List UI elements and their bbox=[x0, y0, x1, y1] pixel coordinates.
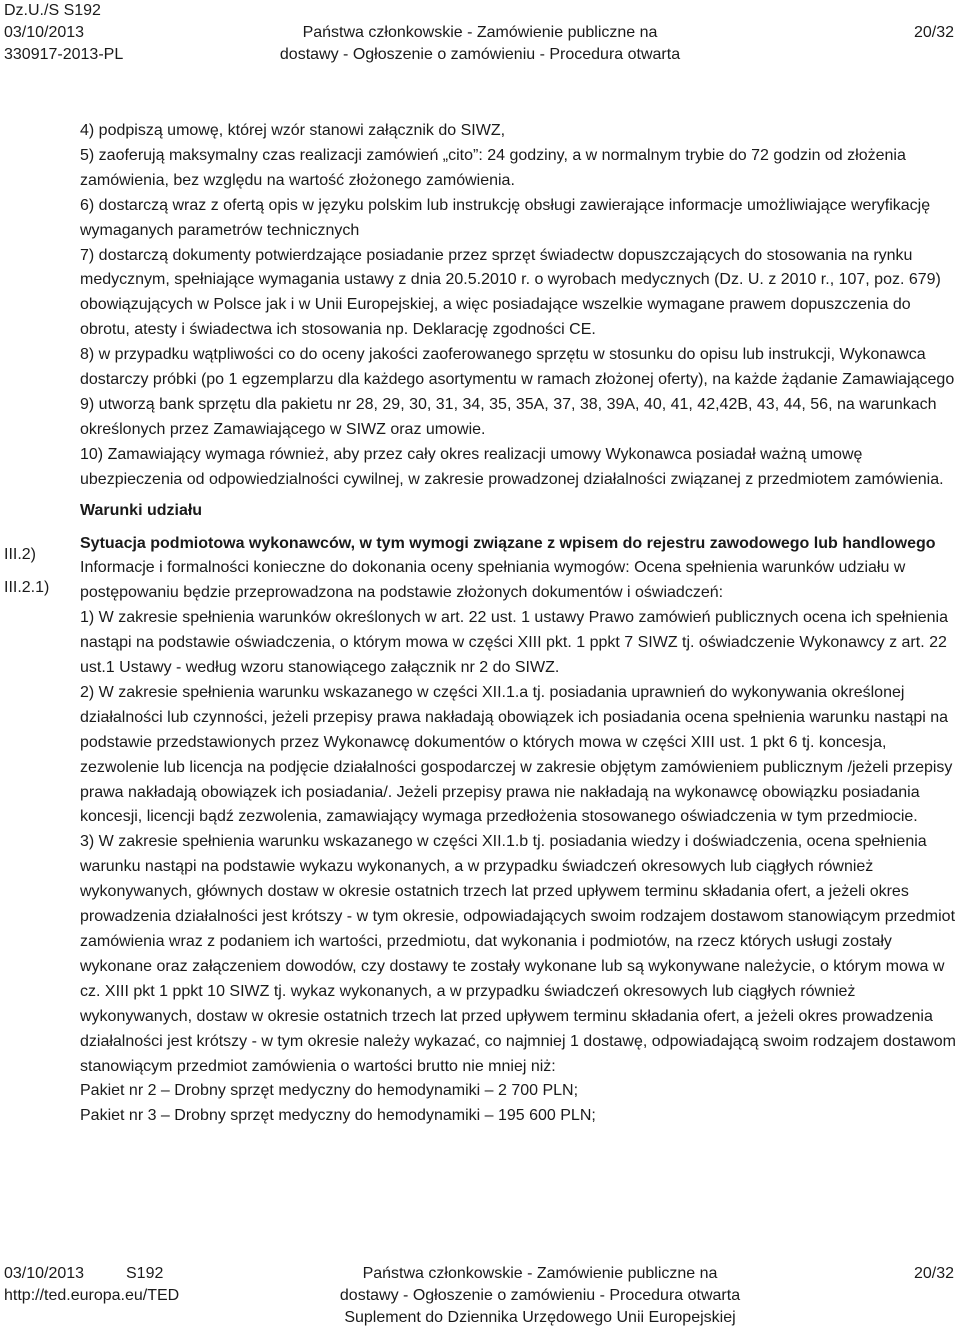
paragraph: 2) W zakresie spełnienia warunku wskazanego w części XII.1.a tj. posiadania uprawnień do wykonywania określonej działalności lub czynności, jeżeli przepisy prawa nakładają obowiązek ich posiadania ocena spełnienia warunku nastąpi na podstawie przedstawionych przez Wykonawcę dokumentów o których mowa w części XIII ust. 1 pkt 6 tj. koncesja, zezwolenie lub licencja na podjęcie działalności gospodarczej w zakresie objętym zamówieniem publicznym /jeżeli przepisy prawa nakładają obowiązek ich posiadania/. Jeżeli przepisy prawa nie nakładają na wykonawcę obowiązku posiadania koncesji, licencji bądź zezwolenia, zamawiający wymaga przedłożenia stosowanego oświadczenia w tym przedmiocie. bbox=[80, 683, 953, 826]
page-footer bbox=[0, 1263, 960, 1329]
paragraph: 5) zaoferują maksymalny czas realizacji zamówień „cito”: 24 godziny, a w normalnym trybie do 72 godzin od złożenia zamówienia, bez względu na wartość złożonego zamówienia. bbox=[80, 146, 906, 189]
footer-date: 03/10/2013 bbox=[4, 1265, 85, 1282]
paragraph: 4) podpiszą umowę, której wzór stanowi załącznik do SIWZ, bbox=[80, 122, 506, 139]
paragraph: 6) dostarczą wraz z ofertą opis w języku polskim lub instrukcję obsługi zawierające informacje umożliwiające weryfikację wymaganych parametrów technicznych bbox=[80, 196, 931, 239]
paragraph: 10) Zamawiający wymaga również, aby przez cały okres realizacji umowy Wykonawca posiadał ważną umowę ubezpieczenia od odpowiedzialności cywilnej, w zakresie prowadzonej działalności związanej z przedmiotem zamówienia. bbox=[80, 445, 944, 488]
notice-number: 330917-2013-PL bbox=[4, 46, 124, 63]
ted-link[interactable]: http://ted.europa.eu/TED bbox=[4, 1287, 180, 1304]
footer-page-number: 20/32 bbox=[913, 1265, 954, 1282]
subsection-title: Sytuacja podmiotowa wykonawców, w tym wymogi związane z wpisem do rejestru zawodowego lub handlowego bbox=[80, 534, 936, 552]
journal-ref: Dz.U./S S192 bbox=[4, 2, 101, 19]
footer-center-line-1: Państwa członkowskie - Zamówienie publiczne na bbox=[362, 1265, 718, 1282]
header-center-line-2: Państwa członkowskie - Zamówienie publiczne na bbox=[302, 24, 658, 41]
header-center-line-3: dostawy - Ogłoszenie o zamówieniu - Procedura otwarta bbox=[279, 46, 681, 63]
footer-issue: S192 bbox=[126, 1265, 164, 1282]
paragraph: Informacje i formalności konieczne do dokonania oceny spełniania wymogów: Ocena spełnienia warunków udziału w postępowaniu będzie przeprowadzona na podstawie złożonych dokumentów i oświadczeń: bbox=[80, 559, 906, 602]
document-body bbox=[80, 119, 956, 1129]
package-line: Pakiet nr 2 – Drobny sprzęt medyczny do hemodynamiki – 2 700 PLN; bbox=[80, 1082, 579, 1100]
footer-center-line-3: Suplement do Dziennika Urzędowego Unii Europejskiej bbox=[344, 1309, 736, 1326]
paragraph: 8) w przypadku wątpliwości co do oceny jakości zaoferowanego sprzętu w stosunku do opisu lub instrukcji, Wykonawca dostarczy próbki (po 1 egzemplarzu dla każdego asortymentu w ramach złożonej oferty), na każde żądanie Zamawiającego bbox=[80, 346, 955, 389]
package-line: Pakiet nr 3 – Drobny sprzęt medyczny do hemodynamiki – 195 600 PLN; bbox=[80, 1107, 596, 1125]
section-label-iii-2: III.2) bbox=[4, 546, 37, 563]
paragraph: 7) dostarczą dokumenty potwierdzające posiadanie przez sprzęt świadectw dopuszczających do stosowania na rynku medycznym, spełniające wymagania ustawy z dnia 20.5.2010 r. o wyrobach medycznych (Dz. U. z 2010 r., 107, poz. 679) obowiązujących w Polsce jak i w Unii Europejskiej, a więc posiadające wszelkie wymagane prawem dopuszczenia do obrotu, atesty i świadectwa ich stosowania np. Deklarację zgodności CE. bbox=[80, 246, 941, 339]
header-date: 03/10/2013 bbox=[4, 24, 85, 41]
paragraph: 3) W zakresie spełnienia warunku wskazanego w części XII.1.b tj. posiadania wiedzy i doświadczenia, ocena spełnienia warunku nastąpi na podstawie wykazu wykonanych, a w przypadku świadczeń okresowych lub ciągłych również wykonywanych, głównych dostaw w okresie ostatnich trzech lat przed upływem terminu składania ofert, a jeżeli okres prowadzenia działalności jest krótszy - w tym okresie, odpowiadających swoim rodzajem dostawom stanowiącym przedmiot zamówienia wraz z podaniem ich wartości, przedmiotu, dat wykonania i podmiotów, na rzecz których usługi zostały wykonane oraz załączeniem dowodów, czy dostawy te zostały wykonane lub są wykonywane należycie, o którym mowa w cz. XIII pkt 1 ppkt 10 SIWZ tj. wykaz wykonanych, a w przypadku świadczeń okresowych lub ciągłych również wykonywanych, dostaw w okresie ostatnich trzech lat przed upływem terminu składania ofert, a jeżeli okres prowadzenia działalności jest krótszy - w tym okresie należy wykazać, co najmniej 1 dostawę, odpowiadającą swoim rodzajem dostawom stanowiącym przedmiot zamówienia o wartości brutto nie mniej niż: bbox=[80, 833, 956, 1075]
paragraph: 9) utworzą bank sprzętu dla pakietu nr 28, 29, 30, 31, 34, 35, 35A, 37, 38, 39A, 40, 41, 42,42B, 43, 44, 56, na warunkach określonych przez Zamawiającego w SIWZ oraz umowie. bbox=[80, 395, 937, 438]
paragraph: 1) W zakresie spełnienia warunków określonych w art. 22 ust. 1 ustawy Prawo zamówień publicznych ocena ich spełnienia nastąpi na podstawie oświadczenia, o którym mowa w części XIII pkt. 1 ppkt 7 SIWZ tj. oświadczenie Wykonawcy z art. 22 ust.1 Ustawy - według wzoru stanowiącego załącznik nr 2 do SIWZ. bbox=[80, 609, 948, 677]
section-title: Warunki udziału bbox=[80, 501, 203, 519]
section-label-iii-2-1: III.2.1) bbox=[4, 579, 50, 596]
footer-center-line-2: dostawy - Ogłoszenie o zamówieniu - Procedura otwarta bbox=[339, 1287, 741, 1304]
header-page-number: 20/32 bbox=[913, 24, 954, 41]
page-header bbox=[0, 0, 960, 66]
